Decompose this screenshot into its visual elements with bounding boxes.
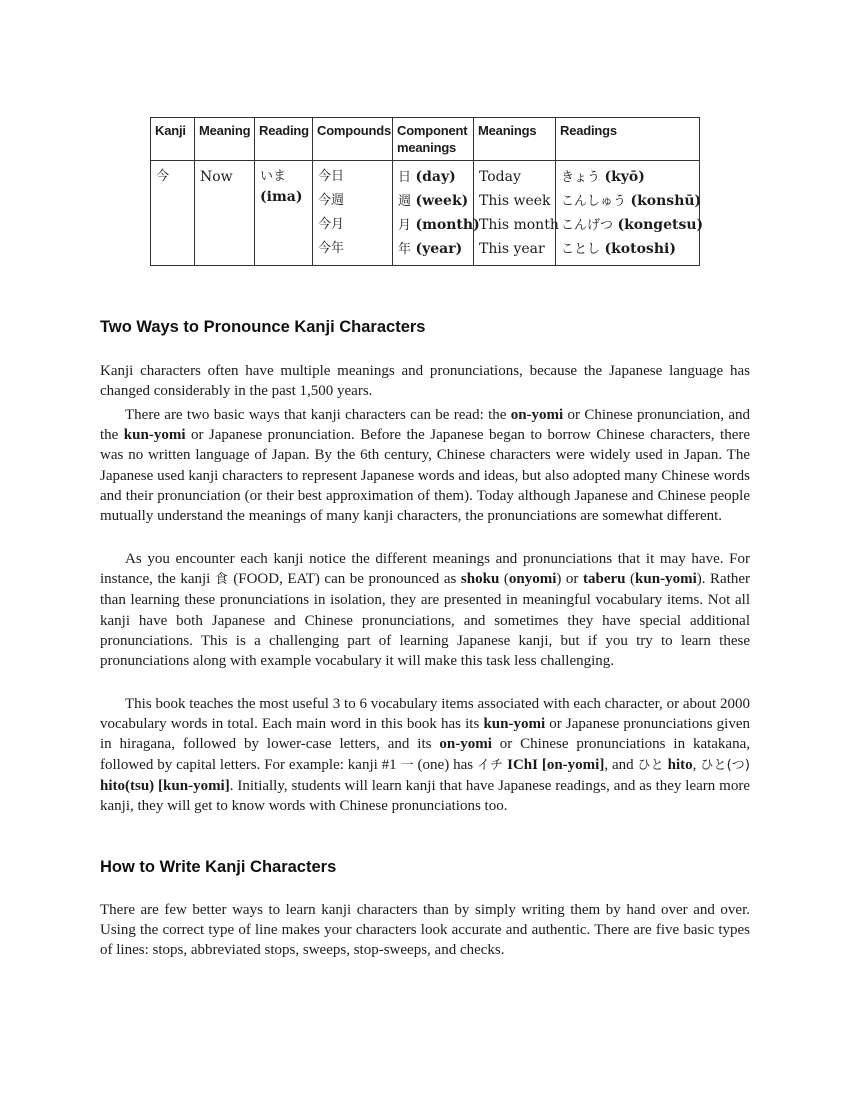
meaning-item: This week bbox=[479, 193, 551, 209]
text-run: , and bbox=[604, 756, 638, 773]
component-item bbox=[398, 213, 480, 237]
text-run: or Chinese pronunciation, and the bbox=[100, 407, 751, 444]
term-taberu: taberu bbox=[582, 571, 626, 588]
hiragana-example: ひと bbox=[637, 757, 664, 773]
reading-kana: ことし bbox=[561, 242, 601, 257]
cell-component-meanings bbox=[393, 161, 480, 266]
cell-compounds bbox=[313, 161, 393, 266]
meaning-item: This month bbox=[479, 217, 559, 233]
col-header-meanings: Meanings bbox=[474, 118, 556, 161]
table-header-row bbox=[151, 118, 700, 161]
kanji-table bbox=[150, 117, 704, 266]
compound-item: 今週 bbox=[318, 193, 345, 208]
term-on-yomi: on-yomi bbox=[439, 736, 492, 753]
col-header-reading: Reading bbox=[255, 118, 313, 161]
term-kun-yomi: kun-yomi bbox=[123, 427, 186, 444]
term-shoku: shoku bbox=[460, 571, 500, 588]
col-header-compounds: Compounds bbox=[313, 118, 393, 161]
text-run: (FOOD, EAT) can be pronounced as bbox=[228, 571, 461, 588]
text-run: ( bbox=[625, 571, 636, 588]
paragraph bbox=[100, 694, 750, 816]
component-meaning: (week) bbox=[415, 193, 469, 209]
col-header-component-meanings: Component meanings bbox=[393, 118, 474, 161]
cell-meaning bbox=[195, 161, 255, 266]
text-run: or Japanese pronunciations given in hiragana, followed by lower-case letters, and its bbox=[100, 716, 751, 753]
section-heading: How to Write Kanji Characters bbox=[100, 858, 337, 876]
text-run: ). Rather than learning these pronunciations in isolation, they are presented in meaningful vocabulary items. Not all kanji have both Japanese and Chinese pronunciations, and sometimes they have special additional pronunciations. This is a challenging part of learning Japanese kanji, but if you try to learn these pronunciations along with example vocabulary it will make this task less challenging. bbox=[100, 571, 751, 670]
compound-item: 今月 bbox=[318, 217, 345, 232]
component-meaning: (month) bbox=[415, 217, 480, 233]
hiragana-example: ひと(つ) bbox=[700, 757, 750, 773]
component-char: 週 bbox=[398, 194, 412, 209]
term-hitotsu-kun-yomi: hito(tsu) [kun-yomi] bbox=[100, 777, 230, 794]
meaning-item: Today bbox=[479, 169, 521, 185]
term-kun-yomi: kun-yomi bbox=[483, 716, 546, 733]
katakana-example: イチ bbox=[476, 757, 504, 773]
reading-romaji: (kotoshi) bbox=[604, 241, 676, 257]
text-run: There are two basic ways that kanji characters can be read: the bbox=[125, 407, 511, 423]
component-char: 月 bbox=[398, 218, 412, 233]
text-run: or Japanese pronunciation. Before the Japanese began to borrow Chinese characters, there was no written language of Japan. By the 6th century, Chinese characters were widely used in Japan. The Japanese used kanji characters to represent Japanese words and ideas, but also adopted many Chinese words and their pronunciation (or their best approximation of them). Today although Japanese and Chinese people mutually understand the meanings of many kanji characters, the pronunciations are somewhat different. bbox=[100, 427, 750, 525]
compound-item: 今年 bbox=[318, 241, 345, 256]
component-meaning: (year) bbox=[415, 241, 463, 257]
cell-reading bbox=[255, 161, 313, 266]
col-header-kanji: Kanji bbox=[151, 118, 195, 161]
cell-kanji bbox=[151, 161, 195, 266]
term-ichi-on-yomi: IChI [on-yomi] bbox=[507, 756, 605, 773]
section-heading: Two Ways to Pronounce Kanji Characters bbox=[100, 318, 426, 336]
text-run: This book teaches the most useful 3 to 6 vocabulary items associated with each character, or about 2000 vocabulary words in total. Each main word in this book has its bbox=[100, 696, 750, 733]
component-item bbox=[398, 189, 469, 213]
component-char: 日 bbox=[398, 170, 412, 185]
table-row bbox=[151, 161, 700, 266]
text-run: As you encounter each kanji notice the different meanings and pronunciations that it may have. For instance, the kanji bbox=[100, 551, 750, 588]
reading-item bbox=[561, 237, 695, 261]
term-kun-yomi: kun-yomi bbox=[635, 571, 697, 588]
component-char: 年 bbox=[398, 242, 412, 257]
text-run: or Chinese pronunciations in katakana, followed by capital letters. For example: kanji #1 bbox=[100, 736, 751, 773]
reading-kana: こんげつ bbox=[561, 218, 614, 233]
text-run: . Initially, students will learn kanji that have Japanese readings, and as they learn more kanji, they will get to know words with Chinese pronunciations too. bbox=[100, 777, 750, 815]
text-run: (one) has bbox=[413, 756, 477, 773]
term-hito: hito bbox=[667, 756, 693, 773]
kanji-example: 食 bbox=[214, 572, 229, 588]
reading-kana: いま bbox=[260, 169, 287, 184]
component-item bbox=[398, 237, 469, 261]
col-header-readings: Readings bbox=[556, 118, 700, 161]
cell-meanings bbox=[474, 161, 559, 266]
text-run: , bbox=[692, 756, 701, 773]
paragraph bbox=[100, 549, 750, 671]
term-onyomi: onyomi bbox=[508, 571, 557, 588]
compound-item: 今日 bbox=[318, 169, 345, 184]
reading-romaji: (konshū) bbox=[630, 193, 702, 209]
text-run: ( bbox=[499, 571, 509, 588]
component-item bbox=[398, 165, 469, 189]
paragraph: Kanji characters often have multiple meanings and pronunciations, because the Japanese language has changed considerably in the past 1,500 years. bbox=[100, 363, 750, 400]
reading-romaji: (ima) bbox=[260, 189, 303, 205]
reading-kana: こんしゅう bbox=[561, 194, 627, 209]
paragraph bbox=[100, 405, 750, 526]
term-on-yomi: on-yomi bbox=[510, 407, 564, 423]
cell-readings bbox=[556, 161, 704, 266]
component-meaning: (day) bbox=[415, 169, 456, 185]
kanji-char: 今 bbox=[156, 169, 170, 184]
reading-kana: きょう bbox=[561, 170, 601, 185]
reading-item bbox=[561, 213, 704, 237]
reading-item bbox=[561, 165, 695, 189]
kanji-example: 一 bbox=[400, 757, 414, 773]
col-header-meaning: Meaning bbox=[195, 118, 255, 161]
text-run: ) or bbox=[556, 571, 583, 588]
reading-item bbox=[561, 189, 702, 213]
meaning-item: This year bbox=[479, 241, 545, 257]
kanji-meaning: Now bbox=[200, 169, 233, 185]
reading-romaji: (kyō) bbox=[604, 169, 645, 185]
paragraph: There are few better ways to learn kanji characters than by simply writing them by hand over and over. Using the correct type of line makes your characters look accurate and authentic. There are five basic types of lines: stops, abbreviated stops, sweeps, stop-sweeps, and checks. bbox=[100, 902, 750, 959]
reading-romaji: (kongetsu) bbox=[617, 217, 704, 233]
